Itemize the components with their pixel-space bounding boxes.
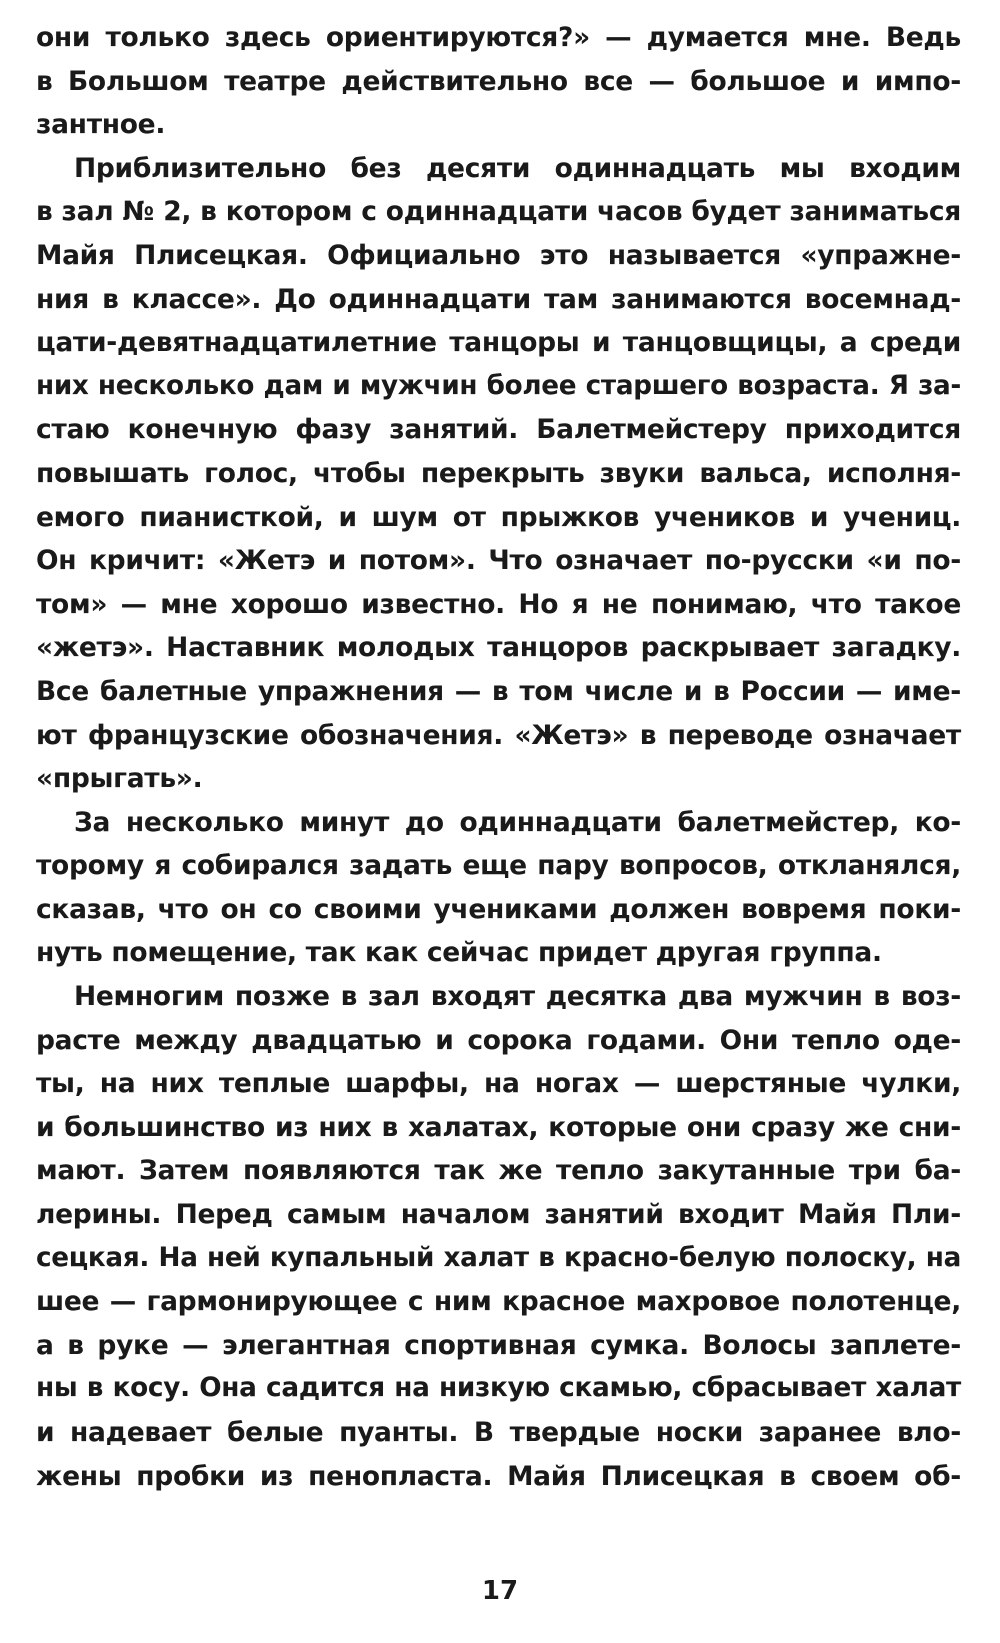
text-line: цати-девятнадцатилетние танцоры и танцовщицы, а среди bbox=[36, 327, 961, 359]
text-line: торому я собирался задать еще пару вопросов, откланялся, bbox=[36, 850, 961, 882]
body-text bbox=[36, 16, 961, 1498]
page-number: 17 bbox=[481, 1576, 519, 1606]
paragraph bbox=[36, 16, 961, 147]
text-line: сецкая. На ней купальный халат в красно-белую полоску, на bbox=[36, 1242, 961, 1273]
text-line: ны в косу. Она садится на низкую скамью, сбрасывает халат bbox=[36, 1373, 961, 1404]
text-line: Немногим позже в зал входят десятка два мужчин в воз- bbox=[74, 981, 961, 1013]
text-line: Все балетные упражнения — в том числе и в России — име- bbox=[36, 675, 961, 707]
text-line: «жетэ». Наставник молодых танцоров раскрывает загадку. bbox=[36, 632, 961, 664]
text-line: нуть помещение, так как сейчас придет другая группа. bbox=[36, 937, 882, 969]
text-line: ты, на них теплые шарфы, на ногах — шерстяные чулки, bbox=[36, 1068, 961, 1100]
text-line: ют французские обозначения. «Жетэ» в переводе означает bbox=[36, 719, 961, 751]
paragraph bbox=[36, 147, 961, 801]
text-line: Майя Плисецкая. Официально это называется «упражне- bbox=[36, 239, 961, 271]
text-line: и надевает белые пуанты. В твердые носки заранее вло- bbox=[36, 1417, 961, 1448]
text-line: них несколько дам и мужчин более старшего возраста. Я за- bbox=[36, 370, 961, 401]
paragraph bbox=[36, 801, 961, 975]
text-line: «прыгать». bbox=[36, 763, 203, 795]
text-line: емого пианисткой, и шум от прыжков учеников и учениц. bbox=[36, 501, 961, 533]
text-line: жены пробки из пенопласта. Майя Плисецкая в своем об- bbox=[36, 1460, 961, 1492]
text-line: сказав, что он со своими учениками должен вовремя поки- bbox=[36, 893, 961, 925]
text-line: и большинство из них в халатах, которые они сразу же сни- bbox=[36, 1111, 961, 1143]
text-line: шее — гармонирующее с ним красное махровое полотенце, bbox=[36, 1286, 961, 1318]
text-line: том» — мне хорошо известно. Но я не понимаю, что такое bbox=[36, 588, 961, 620]
paragraph bbox=[36, 975, 961, 1498]
text-line: Он кричит: «Жетэ и потом». Что означает по-русски «и по- bbox=[36, 545, 961, 577]
text-line: в Большом театре действительно все — большое и импо- bbox=[36, 65, 961, 97]
text-line: мают. Затем появляются так же тепло закутанные три ба- bbox=[36, 1155, 961, 1187]
text-line: За несколько минут до одиннадцати балетмейстер, ко- bbox=[74, 806, 961, 838]
text-line: зантное. bbox=[36, 109, 166, 141]
text-line: а в руке — элегантная спортивная сумка. Волосы заплете- bbox=[36, 1329, 961, 1361]
text-line: стаю конечную фазу занятий. Балетмейстеру приходится bbox=[36, 414, 961, 446]
text-line: повышать голос, чтобы перекрыть звуки вальса, исполня- bbox=[36, 457, 961, 489]
text-line: Приблизительно без десяти одиннадцать мы входим bbox=[74, 152, 961, 184]
text-line: они только здесь ориентируются?» — думается мне. Ведь bbox=[36, 22, 961, 53]
text-line: расте между двадцатью и сорока годами. Они тепло оде- bbox=[36, 1024, 961, 1056]
text-line: лерины. Перед самым началом занятий входит Майя Пли- bbox=[36, 1199, 961, 1231]
text-line: в зал № 2, в котором с одиннадцати часов будет заниматься bbox=[36, 196, 961, 228]
text-line: ния в классе». До одиннадцати там занимаются восемнад- bbox=[36, 283, 961, 315]
